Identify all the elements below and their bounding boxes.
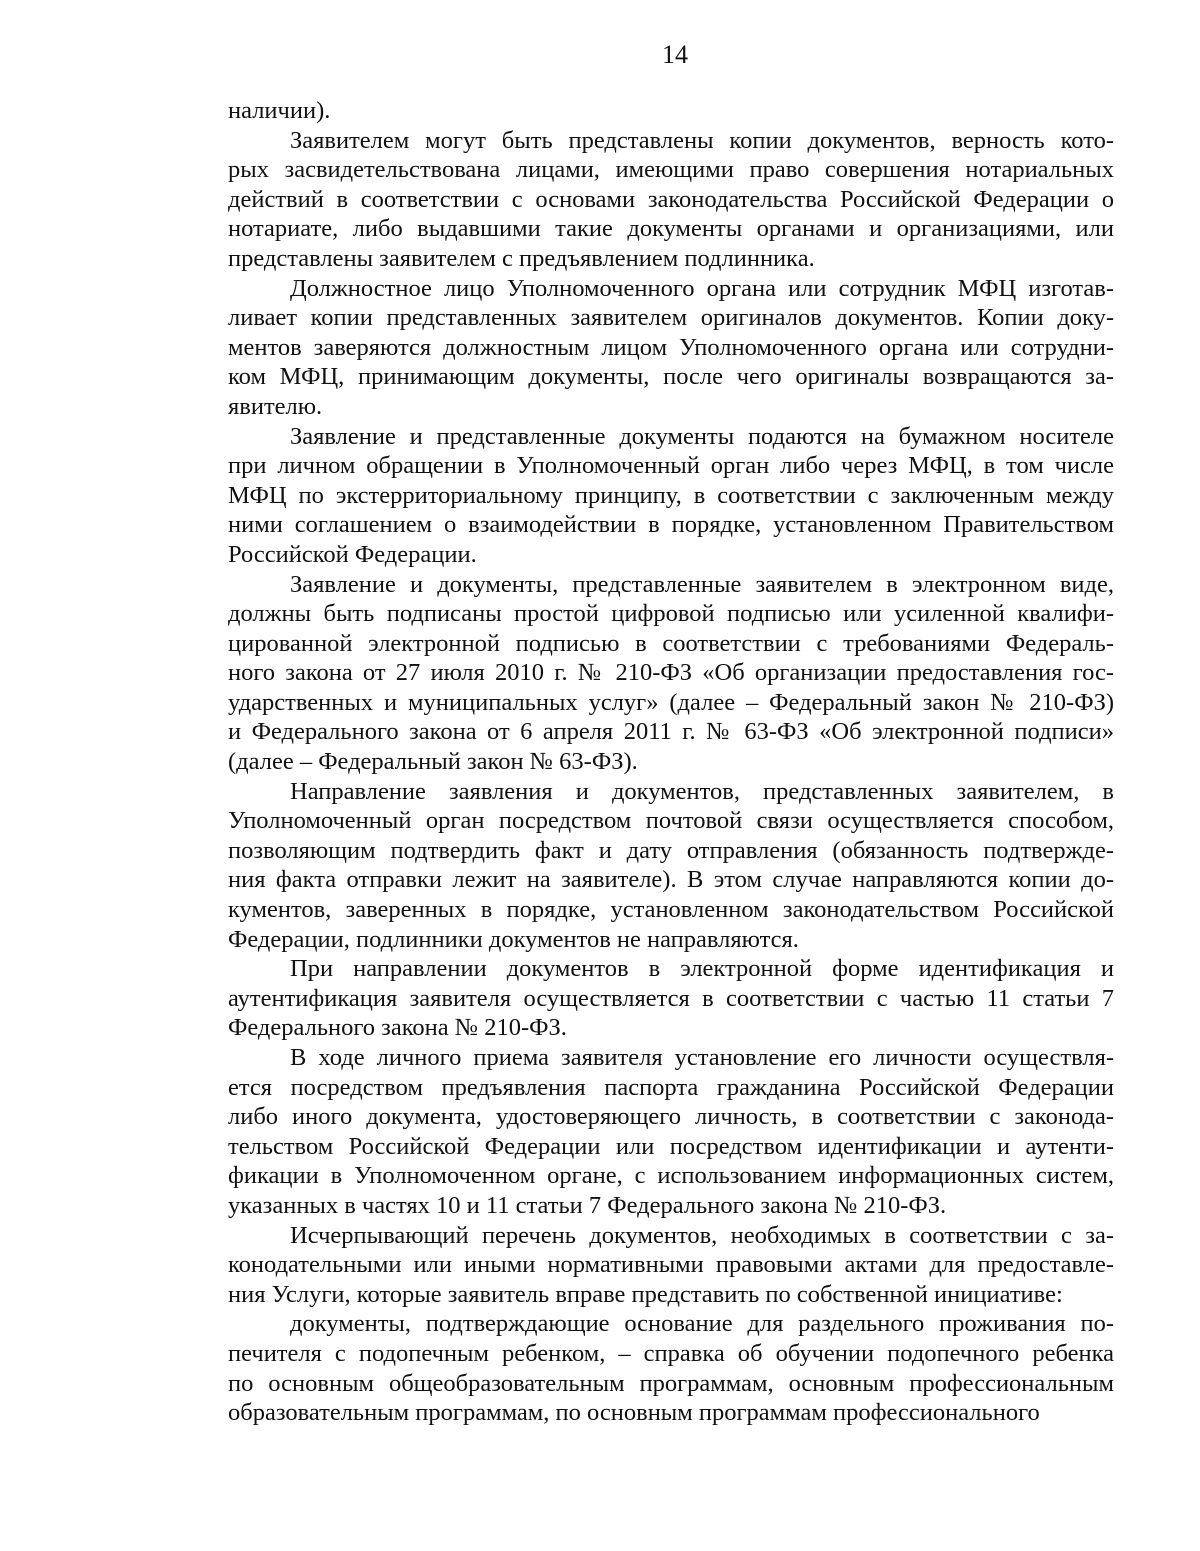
text-line: Направление заявления и документов, представленных заявителем, в [290, 777, 1114, 805]
text-line: аутентификация заявителя осуществляется в соответствии с частью 11 статьи 7 [228, 984, 1114, 1012]
paragraph [228, 96, 1114, 126]
text-line: нотариате, либо выдавшими такие документы органами и организациями, или [228, 215, 1114, 243]
text-line: ком МФЦ, принимающим документы, после чего оригиналы возвращаются за- [228, 363, 1114, 391]
text-line: ментов заверяются должностным лицом Уполномоченного органа или сотрудни- [228, 333, 1114, 361]
text-line: позволяющим подтвердить факт и дату отправления (обязанность подтвержде- [228, 836, 1114, 864]
text-line: при личном обращении в Уполномоченный орган либо через МФЦ, в том числе [228, 452, 1114, 480]
text-line: конодательными или иными нормативными правовыми актами для предоставле- [228, 1251, 1114, 1279]
text-line: При направлении документов в электронной форме идентификация и [290, 955, 1114, 983]
text-line: Должностное лицо Уполномоченного органа или сотрудник МФЦ изготав- [290, 274, 1114, 302]
text-line: Уполномоченный орган посредством почтовой связи осуществляется способом, [228, 807, 1114, 835]
paragraph [228, 777, 1114, 955]
paragraph [228, 1043, 1114, 1221]
text-line: Федерального закона № 210-ФЗ. [228, 1014, 567, 1042]
text-line: фикации в Уполномоченном органе, с использованием информационных систем, [228, 1162, 1114, 1190]
text-line: Федерации, подлинники документов не направляются. [228, 925, 799, 953]
text-line: В ходе личного приема заявителя установление его личности осуществля- [290, 1044, 1114, 1071]
text-line: Российской Федерации. [228, 540, 477, 568]
paragraph [228, 1221, 1114, 1310]
paragraph [228, 1309, 1114, 1427]
text-line: и Федерального закона от 6 апреля 2011 г. № 63-ФЗ «Об электронной подписи» [228, 718, 1114, 746]
text-line: ного закона от 27 июля 2010 г. № 210-ФЗ «Об организации предоставления гос- [228, 659, 1114, 687]
text-line: Исчерпывающий перечень документов, необходимых в соответствии с за- [290, 1221, 1114, 1249]
paragraph [228, 954, 1114, 1043]
text-line: рых засвидетельствована лицами, имеющими право совершения нотариальных [228, 156, 1114, 184]
text-line: образовательным программам, по основным программам профессионального [228, 1399, 1040, 1427]
text-line: наличии). [228, 97, 331, 124]
text-line: либо иного документа, удостоверяющего личность, в соответствии с законода- [228, 1103, 1114, 1131]
text-line: ливает копии представленных заявителем оригиналов документов. Копии доку- [228, 304, 1114, 332]
text-line: МФЦ по экстерриториальному принципу, в соответствии с заключенным между [228, 481, 1114, 509]
text-line: печителя с подопечным ребенком, – справка об обучении подопечного ребенка [228, 1339, 1114, 1367]
text-line: Заявление и представленные документы подаются на бумажном носителе [290, 422, 1114, 450]
text-line: ударственных и муниципальных услуг» (далее – Федеральный закон № 210-ФЗ) [228, 688, 1114, 716]
text-line: представлены заявителем с предъявлением подлинника. [228, 244, 815, 272]
text-line: указанных в частях 10 и 11 статьи 7 Федерального закона № 210-ФЗ. [228, 1191, 947, 1219]
text-line: ними соглашением о взаимодействии в порядке, установленном Правительством [228, 511, 1114, 539]
paragraph [228, 570, 1114, 777]
paragraph [228, 274, 1114, 422]
page-number: 14 [662, 40, 688, 69]
text-line: действий в соответствии с основами законодательства Российской Федерации о [228, 185, 1114, 213]
text-line: кументов, заверенных в порядке, установленном законодательством Российской [228, 896, 1114, 924]
text-line: явителю. [228, 392, 323, 420]
text-line: документы, подтверждающие основание для раздельного проживания по- [290, 1310, 1114, 1338]
paragraph [228, 126, 1114, 274]
text-line: (далее – Федеральный закон № 63-ФЗ). [228, 748, 638, 776]
text-line: ется посредством предъявления паспорта гражданина Российской Федерации [228, 1073, 1114, 1101]
paragraph [228, 422, 1114, 570]
text-line: ния факта отправки лежит на заявителе). В этом случае направляются копии до- [228, 866, 1114, 894]
text-line: цированной электронной подписью в соответствии с требованиями Федераль- [228, 629, 1114, 657]
text-line: Заявителем могут быть представлены копии документов, верность кото- [290, 126, 1114, 154]
text-line: Заявление и документы, представленные заявителем в электронном виде, [290, 570, 1114, 598]
text-line: должны быть подписаны простой цифровой подписью или усиленной квалифи- [228, 600, 1114, 628]
body-text [228, 96, 1114, 1428]
text-line: по основным общеобразовательным программам, основным профессиональным [228, 1369, 1114, 1397]
text-line: тельством Российской Федерации или посредством идентификации и аутенти- [228, 1132, 1114, 1160]
text-line: ния Услуги, которые заявитель вправе представить по собственной инициативе: [228, 1280, 1063, 1308]
